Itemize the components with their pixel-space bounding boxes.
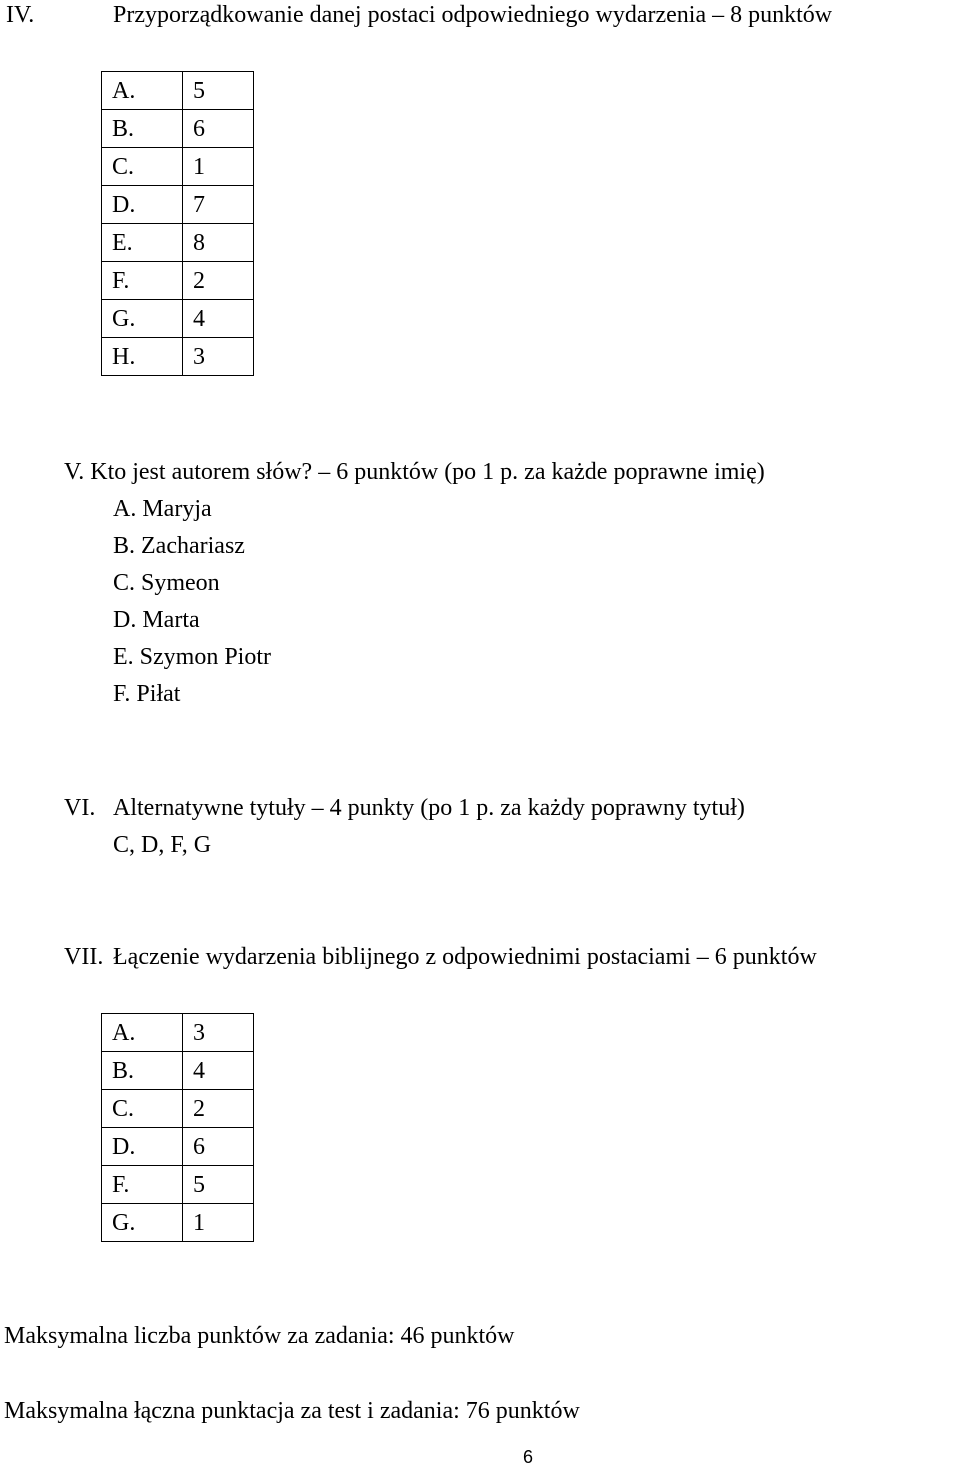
section-4-answer-row xyxy=(102,338,254,376)
section-4-answer-row xyxy=(102,148,254,186)
section-4-answer-row xyxy=(102,224,254,262)
section-6-number: VI. xyxy=(64,795,96,821)
section-6-title: Alternatywne tytuły – 4 punkty (po 1 p. za każdy poprawny tytuł) xyxy=(113,795,745,821)
section-6-answer: C, D, F, G xyxy=(113,832,212,858)
answer-letter: B. xyxy=(102,110,183,148)
section-7-answer-row xyxy=(102,1090,254,1128)
tasks-max-points: Maksymalna liczba punktów za zadania: 46 punktów xyxy=(4,1323,515,1349)
answer-letter: F. xyxy=(102,262,183,300)
section-7-number: VII. xyxy=(64,944,104,970)
total-max-points: Maksymalna łączna punktacja za test i zadania: 76 punktów xyxy=(4,1398,580,1424)
answer-value: 5 xyxy=(183,1166,254,1204)
section-4-answer-row xyxy=(102,72,254,110)
section-7-answer-row xyxy=(102,1128,254,1166)
section-7-answer-row xyxy=(102,1166,254,1204)
section-4-answer-row xyxy=(102,300,254,338)
section-5-answer-item: B. Zachariasz xyxy=(113,533,245,559)
answer-value: 3 xyxy=(183,1014,254,1052)
section-7-answer-row xyxy=(102,1052,254,1090)
answer-letter: G. xyxy=(102,1204,183,1242)
answer-letter: A. xyxy=(102,72,183,110)
section-7-title: Łączenie wydarzenia biblijnego z odpowiednimi postaciami – 6 punktów xyxy=(113,944,817,970)
answer-value: 1 xyxy=(183,148,254,186)
answer-value: 2 xyxy=(183,262,254,300)
section-5-answer-item: F. Piłat xyxy=(113,681,181,707)
answer-value: 8 xyxy=(183,224,254,262)
section-4-answer-table xyxy=(101,71,254,376)
answer-value: 1 xyxy=(183,1204,254,1242)
section-5-answer-item: E. Szymon Piotr xyxy=(113,644,272,670)
answer-value: 2 xyxy=(183,1090,254,1128)
section-7-answer-row xyxy=(102,1204,254,1242)
section-4-answer-row xyxy=(102,186,254,224)
section-4-answer-row xyxy=(102,262,254,300)
answer-value: 4 xyxy=(183,1052,254,1090)
section-4-answer-row xyxy=(102,110,254,148)
section-4-title: Przyporządkowanie danej postaci odpowiedniego wydarzenia – 8 punktów xyxy=(113,2,833,28)
answer-value: 3 xyxy=(183,338,254,376)
answer-letter: A. xyxy=(102,1014,183,1052)
answer-value: 4 xyxy=(183,300,254,338)
section-5-title: V. Kto jest autorem słów? – 6 punktów (po 1 p. za każde poprawne imię) xyxy=(64,459,765,485)
section-5-answer-item: A. Maryja xyxy=(113,496,212,522)
answer-value: 5 xyxy=(183,72,254,110)
answer-letter: D. xyxy=(102,1128,183,1166)
answer-value: 6 xyxy=(183,1128,254,1166)
answer-letter: G. xyxy=(102,300,183,338)
answer-letter: C. xyxy=(102,148,183,186)
answer-letter: D. xyxy=(102,186,183,224)
section-7-answer-row xyxy=(102,1014,254,1052)
section-5-answer-item: C. Symeon xyxy=(113,570,220,596)
answer-letter: C. xyxy=(102,1090,183,1128)
answer-letter: H. xyxy=(102,338,183,376)
section-5-answer-item: D. Marta xyxy=(113,607,200,633)
section-7-answer-table xyxy=(101,1013,254,1242)
answer-value: 7 xyxy=(183,186,254,224)
answer-letter: E. xyxy=(102,224,183,262)
answer-value: 6 xyxy=(183,110,254,148)
section-4-number: IV. xyxy=(6,2,35,28)
page-number: 6 xyxy=(523,1447,534,1467)
answer-letter: B. xyxy=(102,1052,183,1090)
answer-letter: F. xyxy=(102,1166,183,1204)
